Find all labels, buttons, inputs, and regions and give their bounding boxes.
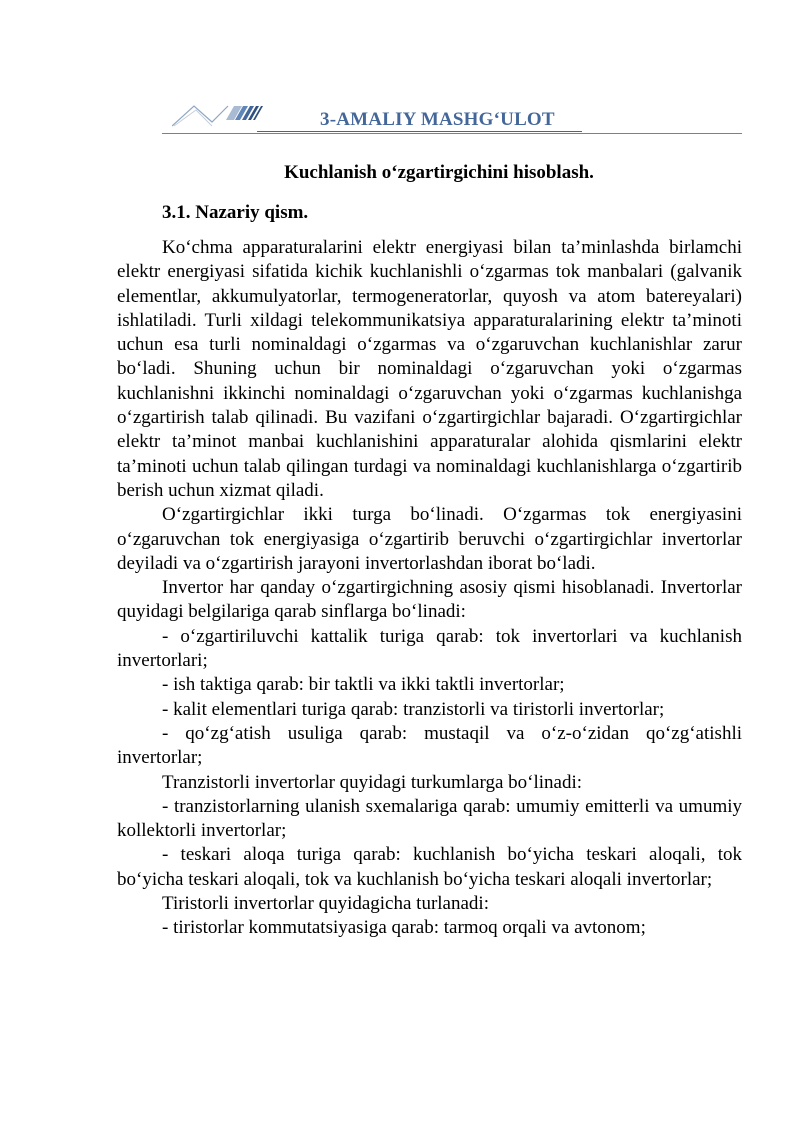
list-item: - tiristorlar kommutatsiyasiga qarab: tarmoq orqali va avtonom; [162, 917, 646, 939]
list-item: - qo‘zg‘atish usuliga qarab: mustaqil va o‘z-o‘zidan qo‘zg‘atishli invertorlar; [117, 722, 742, 769]
paragraph: Tranzistorli invertorlar quyidagi turkumlarga bo‘linadi: [162, 771, 583, 793]
list-item: - teskari aloqa turiga qarab: kuchlanish bo‘yicha teskari aloqali, tok bo‘yicha teskari aloqali, tok va kuchlanish bo‘yicha teskari aloqali invertorlar; [117, 844, 742, 890]
page-header [162, 100, 742, 132]
decorative-logo-icon [172, 100, 264, 128]
list-item: - kalit elementlari turiga qarab: tranzistorli va tiristorli invertorlar; [162, 698, 665, 720]
body-text [117, 236, 742, 941]
paragraph: Invertor har qanday o‘zgartirgichning asosiy qismi hisoblanadi. Invertorlar quyidagi belgilariga qarab sinflarga bo‘linadi: [117, 577, 742, 623]
paragraph: Ko‘chma apparaturalarini elektr energiyasi bilan ta’minlashda birlamchi elektr energiyasi sifatida kichik kuchlanishli o‘zgarmas tok manbalari (galvanik elementlar, akkumulyatorlar, termogeneratorlar, quyosh va atom batereyalari) ishlatiladi. Turli xildagi telekommunikatsiya apparaturalarining elektr ta’minoti uchun esa turli nominaldagi o‘zgarmas va o‘zgaruvchan kuchlanishlar zarur bo‘ladi. Shuning uchun bir nominaldagi o‘zgaruvchan yoki o‘zgarmas kuchlanishni ikkinchi nominaldagi o‘zgaruvchan yoki o‘zgarmas kuchlanishga o‘zgartirish talab qilinadi. Bu vazifani o‘zgartirgichlar bajaradi. O‘zgartirgichlar elektr ta’minot manbai kuchlanishini apparaturalar alohida qismlarini elektr ta’minoti uchun talab qilingan turdagi va nominaldagi kuchlanishlarga o‘zgartirib berish uchun xizmat qiladi. [117, 237, 742, 501]
paragraph: Tiristorli invertorlar quyidagicha turlanadi: [162, 893, 489, 915]
paragraph: O‘zgartirgichlar ikki turga bo‘linadi. O‘zgarmas tok energiyasini o‘zgaruvchan tok energiyasiga o‘zgartirib beruvchi o‘zgartirgichlar invertorlar deyiladi va o‘zgartirish jarayoni invertorlashdan iborat bo‘ladi. [117, 504, 742, 574]
page-title: 3-AMALIY MASHG‘ULOT [320, 109, 555, 130]
list-item: - ish taktiga qarab: bir taktli va ikki taktli invertorlar; [162, 674, 565, 696]
header-rule [162, 133, 742, 134]
list-item: - o‘zgartiriluvchi kattalik turiga qarab: tok invertorlari va kuchlanish invertorlari; [117, 625, 742, 672]
document-subtitle: Kuchlanish o‘zgartirgichini hisoblash. [284, 162, 594, 183]
section-heading: 3.1. Nazariy qism. [162, 202, 309, 223]
title-underline [257, 131, 582, 132]
list-item: - tranzistorlarning ulanish sxemalariga qarab: umumiy emitterli va umumiy kollektorli invertorlar; [117, 795, 742, 842]
